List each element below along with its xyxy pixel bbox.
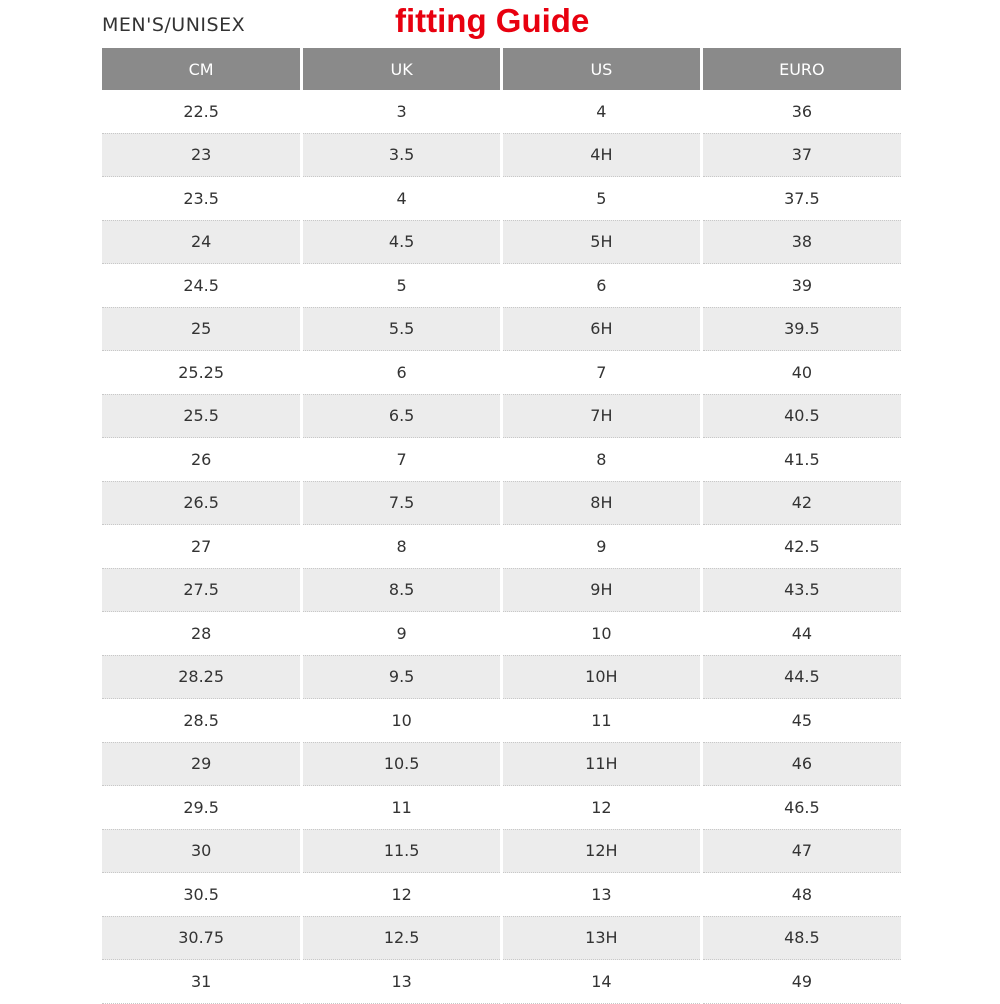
header-row	[102, 48, 901, 90]
cell-cm: 30.75	[102, 916, 302, 960]
cell-cm: 27	[102, 525, 302, 569]
table-row	[102, 351, 901, 395]
cell-cm: 26.5	[102, 481, 302, 525]
cell-euro: 43.5	[701, 568, 901, 612]
cell-us: 10H	[502, 655, 702, 699]
table-row	[102, 873, 901, 917]
cell-cm: 28.5	[102, 699, 302, 743]
cell-euro: 42	[701, 481, 901, 525]
cell-us: 12H	[502, 829, 702, 873]
cell-uk: 11.5	[302, 829, 502, 873]
cell-uk: 11	[302, 786, 502, 830]
table-body	[102, 90, 901, 1003]
cell-us: 13H	[502, 916, 702, 960]
cell-euro: 47	[701, 829, 901, 873]
cell-us: 14	[502, 960, 702, 1004]
cell-cm: 27.5	[102, 568, 302, 612]
cell-euro: 45	[701, 699, 901, 743]
column-header-cm: CM	[102, 48, 302, 90]
cell-euro: 40.5	[701, 394, 901, 438]
cell-us: 4H	[502, 133, 702, 177]
cell-us: 12	[502, 786, 702, 830]
column-header-uk: UK	[302, 48, 502, 90]
cell-us: 6	[502, 264, 702, 308]
cell-euro: 44.5	[701, 655, 901, 699]
cell-euro: 40	[701, 351, 901, 395]
cell-uk: 12	[302, 873, 502, 917]
table-header	[102, 48, 901, 90]
cell-uk: 8	[302, 525, 502, 569]
cell-uk: 5	[302, 264, 502, 308]
cell-uk: 10.5	[302, 742, 502, 786]
cell-uk: 8.5	[302, 568, 502, 612]
cell-uk: 12.5	[302, 916, 502, 960]
cell-cm: 23.5	[102, 177, 302, 221]
table-row	[102, 960, 901, 1004]
column-header-euro: EURO	[701, 48, 901, 90]
cell-euro: 46	[701, 742, 901, 786]
cell-cm: 26	[102, 438, 302, 482]
cell-cm: 30	[102, 829, 302, 873]
cell-uk: 6	[302, 351, 502, 395]
cell-cm: 28	[102, 612, 302, 656]
cell-uk: 3	[302, 90, 502, 133]
cell-cm: 29	[102, 742, 302, 786]
cell-uk: 5.5	[302, 307, 502, 351]
cell-euro: 37	[701, 133, 901, 177]
column-header-us: US	[502, 48, 702, 90]
cell-cm: 31	[102, 960, 302, 1004]
cell-cm: 25.5	[102, 394, 302, 438]
cell-euro: 41.5	[701, 438, 901, 482]
table-row	[102, 307, 901, 351]
cell-uk: 7.5	[302, 481, 502, 525]
cell-uk: 9.5	[302, 655, 502, 699]
cell-us: 6H	[502, 307, 702, 351]
cell-euro: 44	[701, 612, 901, 656]
cell-cm: 22.5	[102, 90, 302, 133]
cell-us: 11	[502, 699, 702, 743]
cell-cm: 25	[102, 307, 302, 351]
table-row	[102, 90, 901, 133]
cell-uk: 7	[302, 438, 502, 482]
cell-uk: 9	[302, 612, 502, 656]
table-row	[102, 525, 901, 569]
cell-us: 4	[502, 90, 702, 133]
cell-uk: 10	[302, 699, 502, 743]
table-row	[102, 438, 901, 482]
cell-euro: 49	[701, 960, 901, 1004]
table-row	[102, 742, 901, 786]
section-label: MEN'S/UNISEX	[102, 14, 246, 36]
cell-us: 9	[502, 525, 702, 569]
size-conversion-table	[102, 48, 901, 1004]
cell-uk: 6.5	[302, 394, 502, 438]
cell-us: 13	[502, 873, 702, 917]
table-row	[102, 133, 901, 177]
cell-euro: 36	[701, 90, 901, 133]
cell-euro: 39	[701, 264, 901, 308]
guide-title: fitting Guide	[395, 2, 590, 39]
cell-cm: 29.5	[102, 786, 302, 830]
table-row	[102, 786, 901, 830]
cell-euro: 46.5	[701, 786, 901, 830]
cell-uk: 13	[302, 960, 502, 1004]
cell-euro: 39.5	[701, 307, 901, 351]
table-row	[102, 916, 901, 960]
table-row	[102, 829, 901, 873]
cell-us: 9H	[502, 568, 702, 612]
cell-us: 8	[502, 438, 702, 482]
cell-cm: 28.25	[102, 655, 302, 699]
cell-uk: 3.5	[302, 133, 502, 177]
cell-us: 10	[502, 612, 702, 656]
table-row	[102, 394, 901, 438]
table-row	[102, 177, 901, 221]
cell-euro: 48.5	[701, 916, 901, 960]
cell-us: 8H	[502, 481, 702, 525]
cell-uk: 4.5	[302, 220, 502, 264]
cell-cm: 25.25	[102, 351, 302, 395]
cell-euro: 37.5	[701, 177, 901, 221]
cell-us: 7H	[502, 394, 702, 438]
cell-us: 7	[502, 351, 702, 395]
table-row	[102, 568, 901, 612]
cell-cm: 24.5	[102, 264, 302, 308]
cell-us: 5	[502, 177, 702, 221]
table-row	[102, 612, 901, 656]
cell-cm: 23	[102, 133, 302, 177]
cell-us: 11H	[502, 742, 702, 786]
table-row	[102, 481, 901, 525]
cell-cm: 24	[102, 220, 302, 264]
cell-euro: 42.5	[701, 525, 901, 569]
table-row	[102, 264, 901, 308]
cell-cm: 30.5	[102, 873, 302, 917]
cell-uk: 4	[302, 177, 502, 221]
table-row	[102, 655, 901, 699]
cell-euro: 48	[701, 873, 901, 917]
table-row	[102, 699, 901, 743]
table-row	[102, 220, 901, 264]
cell-us: 5H	[502, 220, 702, 264]
page-heading	[0, 0, 1000, 48]
cell-euro: 38	[701, 220, 901, 264]
